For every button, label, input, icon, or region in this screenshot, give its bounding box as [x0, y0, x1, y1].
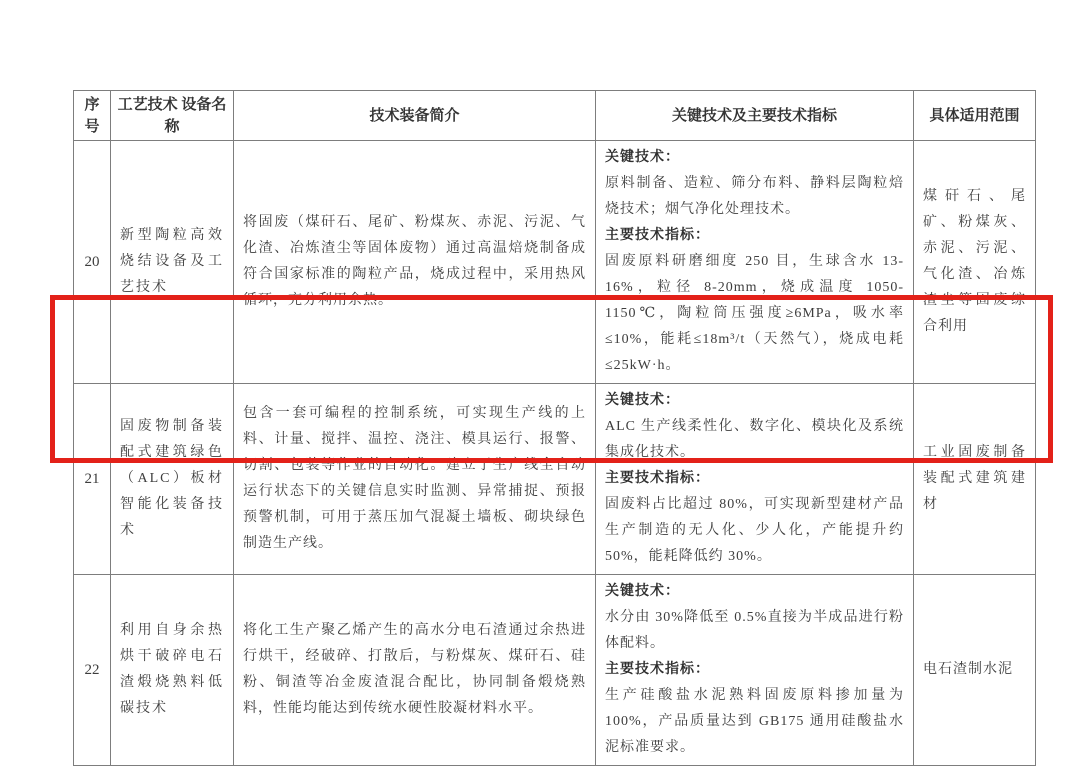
application-scope: 工业固废制备装配式建筑建材	[914, 384, 1036, 575]
indicators-text: 生产硅酸盐水泥熟料固废原料掺加量为 100%，产品质量达到 GB175 通用硅酸盐水泥标准要求。	[605, 688, 904, 755]
indicators-text: 固废料占比超过 80%，可实现新型建材产品生产制造的无人化、少人化，产能提升约 50%，能耗降低约 30%。	[605, 497, 904, 564]
key-tech-text: 水分由 30%降低至 0.5%直接为半成品进行粉体配料。	[605, 610, 904, 651]
key-tech-label: 关键技术：	[605, 150, 680, 165]
indicators-label: 主要技术指标：	[605, 471, 710, 486]
application-scope: 煤矸石、尾矿、粉煤灰、赤泥、污泥、气化渣、冶炼渣尘等固废综合利用	[914, 141, 1036, 384]
application-scope: 电石渣制水泥	[914, 575, 1036, 766]
header-no: 序号	[74, 91, 111, 141]
header-tech: 关键技术及主要技术指标	[596, 91, 914, 141]
table-row-highlighted	[74, 384, 1036, 575]
header-name: 工艺技术 设备名称	[111, 91, 234, 141]
key-tech-text: ALC 生产线柔性化、数字化、模块化及系统集成化技术。	[605, 419, 904, 460]
header-intro: 技术装备简介	[234, 91, 596, 141]
row-number: 22	[74, 575, 111, 766]
table-header-row	[74, 91, 1036, 141]
technology-indicators	[596, 384, 914, 575]
technology-intro: 包含一套可编程的控制系统，可实现生产线的上料、计量、搅拌、温控、浇注、模具运行、报警、切割、包装等作业的自动化。建立了生产线全自动运行状态下的关键信息实时监测、异常捕捉、预报预警机制，可用于蒸压加气混凝土墙板、砌块绿色制造生产线。	[234, 384, 596, 575]
header-scope: 具体适用范围	[914, 91, 1036, 141]
indicators-text: 固废原料研磨细度 250 目，生球含水 13-16%，粒径 8-20mm，烧成温度 1050-1150℃，陶粒筒压强度≥6MPa，吸水率≤10%，能耗≤18m³/t（天然气），烧成电耗≤25kW·h。	[605, 254, 904, 373]
key-tech-label: 关键技术：	[605, 584, 680, 599]
key-tech-label: 关键技术：	[605, 393, 680, 408]
table-row	[74, 141, 1036, 384]
key-tech-text: 原料制备、造粒、筛分布料、静料层陶粒焙烧技术；烟气净化处理技术。	[605, 176, 904, 217]
technology-intro: 将化工生产聚乙烯产生的高水分电石渣通过余热进行烘干，经破碎、打散后，与粉煤灰、煤矸石、硅粉、铜渣等冶金废渣混合配比，协同制备煅烧熟料，性能均能达到传统水硬性胶凝材料水平。	[234, 575, 596, 766]
indicators-label: 主要技术指标：	[605, 662, 710, 677]
indicators-label: 主要技术指标：	[605, 228, 710, 243]
technology-intro: 将固废（煤矸石、尾矿、粉煤灰、赤泥、污泥、气化渣、冶炼渣尘等固体废物）通过高温焙烧制备成符合国家标准的陶粒产品，烧成过程中，采用热风循环，充分利用余热。	[234, 141, 596, 384]
row-number: 20	[74, 141, 111, 384]
table-row	[74, 575, 1036, 766]
technology-name: 利用自身余热烘干破碎电石渣煅烧熟料低碳技术	[111, 575, 234, 766]
technology-indicators	[596, 141, 914, 384]
row-number: 21	[74, 384, 111, 575]
technology-name: 固废物制备装配式建筑绿色（ALC）板材智能化装备技术	[111, 384, 234, 575]
technology-indicators	[596, 575, 914, 766]
technology-name: 新型陶粒高效烧结设备及工艺技术	[111, 141, 234, 384]
